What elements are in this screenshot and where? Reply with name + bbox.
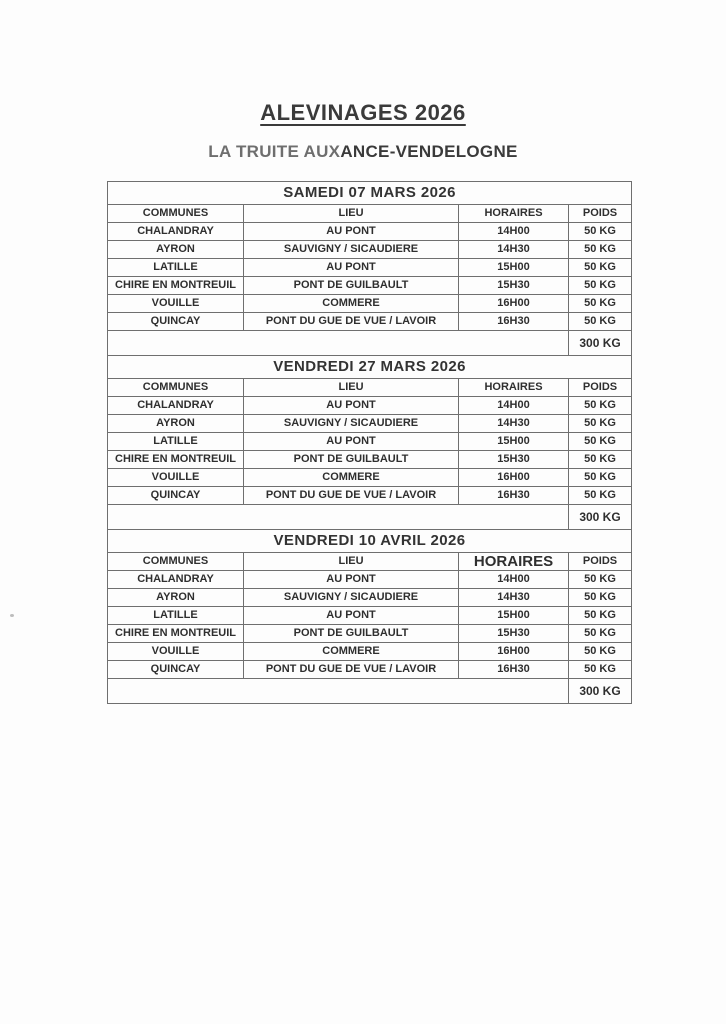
cell-poids: 50 KG (569, 571, 632, 589)
cell-horaires: 16H30 (459, 487, 569, 505)
column-header-horaires: HORAIRES (459, 205, 569, 223)
column-header-row (108, 379, 632, 397)
table-row (108, 223, 632, 241)
cell-horaires: 14H30 (459, 241, 569, 259)
cell-horaires: 15H00 (459, 259, 569, 277)
table-row (108, 397, 632, 415)
cell-horaires: 15H30 (459, 277, 569, 295)
table-row (108, 451, 632, 469)
table-row (108, 589, 632, 607)
total-weight: 300 KG (569, 679, 632, 704)
cell-lieu: SAUVIGNY / SICAUDIERE (244, 241, 459, 259)
total-row (108, 679, 632, 704)
column-header-horaires: HORAIRES (459, 379, 569, 397)
cell-communes: AYRON (108, 589, 244, 607)
column-header-row (108, 205, 632, 223)
column-header-poids: POIDS (569, 379, 632, 397)
cell-horaires: 14H30 (459, 415, 569, 433)
column-header-communes: COMMUNES (108, 553, 244, 571)
date-header-row (108, 356, 632, 379)
table-date-header: VENDREDI 27 MARS 2026 (108, 356, 632, 379)
cell-communes: CHALANDRAY (108, 397, 244, 415)
cell-communes: VOUILLE (108, 295, 244, 313)
date-header-row (108, 530, 632, 553)
cell-horaires: 14H00 (459, 397, 569, 415)
schedule-tables (107, 181, 631, 704)
cell-lieu: AU PONT (244, 397, 459, 415)
column-header-horaires: HORAIRES (459, 553, 569, 571)
table-row (108, 241, 632, 259)
cell-poids: 50 KG (569, 661, 632, 679)
cell-lieu: PONT DE GUILBAULT (244, 451, 459, 469)
date-header-row (108, 182, 632, 205)
scan-speck (10, 614, 14, 617)
cell-poids: 50 KG (569, 451, 632, 469)
cell-lieu: SAUVIGNY / SICAUDIERE (244, 415, 459, 433)
column-header-poids: POIDS (569, 553, 632, 571)
cell-communes: CHALANDRAY (108, 223, 244, 241)
cell-poids: 50 KG (569, 625, 632, 643)
table-date-header: VENDREDI 10 AVRIL 2026 (108, 530, 632, 553)
cell-horaires: 16H00 (459, 469, 569, 487)
cell-horaires: 16H30 (459, 661, 569, 679)
cell-lieu: AU PONT (244, 433, 459, 451)
cell-communes: QUINCAY (108, 661, 244, 679)
subtitle-suffix: ANCE-VENDELOGNE (340, 142, 518, 161)
cell-horaires: 14H30 (459, 589, 569, 607)
table-row (108, 433, 632, 451)
cell-horaires: 15H00 (459, 607, 569, 625)
cell-poids: 50 KG (569, 433, 632, 451)
schedule-table (107, 181, 632, 356)
table-row (108, 259, 632, 277)
cell-horaires: 16H00 (459, 643, 569, 661)
page-title: ALEVINAGES 2026 (260, 100, 466, 125)
total-row-spacer (108, 331, 569, 356)
cell-lieu: AU PONT (244, 607, 459, 625)
cell-poids: 50 KG (569, 607, 632, 625)
cell-poids: 50 KG (569, 241, 632, 259)
cell-communes: LATILLE (108, 607, 244, 625)
cell-poids: 50 KG (569, 259, 632, 277)
cell-communes: QUINCAY (108, 487, 244, 505)
cell-communes: QUINCAY (108, 313, 244, 331)
schedule-table (107, 529, 632, 704)
subtitle-prefix: LA TRUITE AUX (208, 142, 341, 161)
table-row (108, 643, 632, 661)
association-subtitle (0, 142, 726, 162)
total-weight: 300 KG (569, 505, 632, 530)
total-row (108, 505, 632, 530)
cell-poids: 50 KG (569, 277, 632, 295)
cell-horaires: 16H00 (459, 295, 569, 313)
cell-horaires: 15H30 (459, 451, 569, 469)
column-header-lieu: LIEU (244, 379, 459, 397)
cell-horaires: 15H30 (459, 625, 569, 643)
cell-communes: LATILLE (108, 259, 244, 277)
column-header-row (108, 553, 632, 571)
cell-communes: AYRON (108, 241, 244, 259)
cell-poids: 50 KG (569, 295, 632, 313)
cell-poids: 50 KG (569, 415, 632, 433)
column-header-communes: COMMUNES (108, 205, 244, 223)
cell-poids: 50 KG (569, 469, 632, 487)
cell-horaires: 14H00 (459, 223, 569, 241)
total-row-spacer (108, 679, 569, 704)
total-weight: 300 KG (569, 331, 632, 356)
cell-poids: 50 KG (569, 487, 632, 505)
table-row (108, 469, 632, 487)
cell-lieu: COMMERE (244, 469, 459, 487)
cell-lieu: PONT DU GUE DE VUE / LAVOIR (244, 313, 459, 331)
cell-communes: CHIRE EN MONTREUIL (108, 277, 244, 295)
cell-horaires: 15H00 (459, 433, 569, 451)
cell-lieu: PONT DE GUILBAULT (244, 625, 459, 643)
table-row (108, 607, 632, 625)
cell-poids: 50 KG (569, 397, 632, 415)
cell-communes: VOUILLE (108, 469, 244, 487)
total-row (108, 331, 632, 356)
cell-horaires: 16H30 (459, 313, 569, 331)
cell-lieu: AU PONT (244, 223, 459, 241)
cell-poids: 50 KG (569, 589, 632, 607)
cell-lieu: COMMERE (244, 643, 459, 661)
table-row (108, 625, 632, 643)
cell-communes: VOUILLE (108, 643, 244, 661)
cell-horaires: 14H00 (459, 571, 569, 589)
table-row (108, 295, 632, 313)
table-row (108, 277, 632, 295)
cell-communes: CHALANDRAY (108, 571, 244, 589)
cell-communes: AYRON (108, 415, 244, 433)
cell-communes: CHIRE EN MONTREUIL (108, 625, 244, 643)
column-header-lieu: LIEU (244, 205, 459, 223)
cell-poids: 50 KG (569, 313, 632, 331)
cell-communes: LATILLE (108, 433, 244, 451)
cell-lieu: AU PONT (244, 571, 459, 589)
total-row-spacer (108, 505, 569, 530)
cell-lieu: COMMERE (244, 295, 459, 313)
table-row (108, 571, 632, 589)
column-header-lieu: LIEU (244, 553, 459, 571)
table-row (108, 415, 632, 433)
cell-poids: 50 KG (569, 223, 632, 241)
cell-communes: CHIRE EN MONTREUIL (108, 451, 244, 469)
table-date-header: SAMEDI 07 MARS 2026 (108, 182, 632, 205)
cell-lieu: PONT DU GUE DE VUE / LAVOIR (244, 661, 459, 679)
cell-lieu: SAUVIGNY / SICAUDIERE (244, 589, 459, 607)
column-header-communes: COMMUNES (108, 379, 244, 397)
table-row (108, 487, 632, 505)
schedule-table (107, 355, 632, 530)
cell-lieu: PONT DU GUE DE VUE / LAVOIR (244, 487, 459, 505)
table-row (108, 661, 632, 679)
table-row (108, 313, 632, 331)
column-header-poids: POIDS (569, 205, 632, 223)
cell-poids: 50 KG (569, 643, 632, 661)
cell-lieu: AU PONT (244, 259, 459, 277)
cell-lieu: PONT DE GUILBAULT (244, 277, 459, 295)
